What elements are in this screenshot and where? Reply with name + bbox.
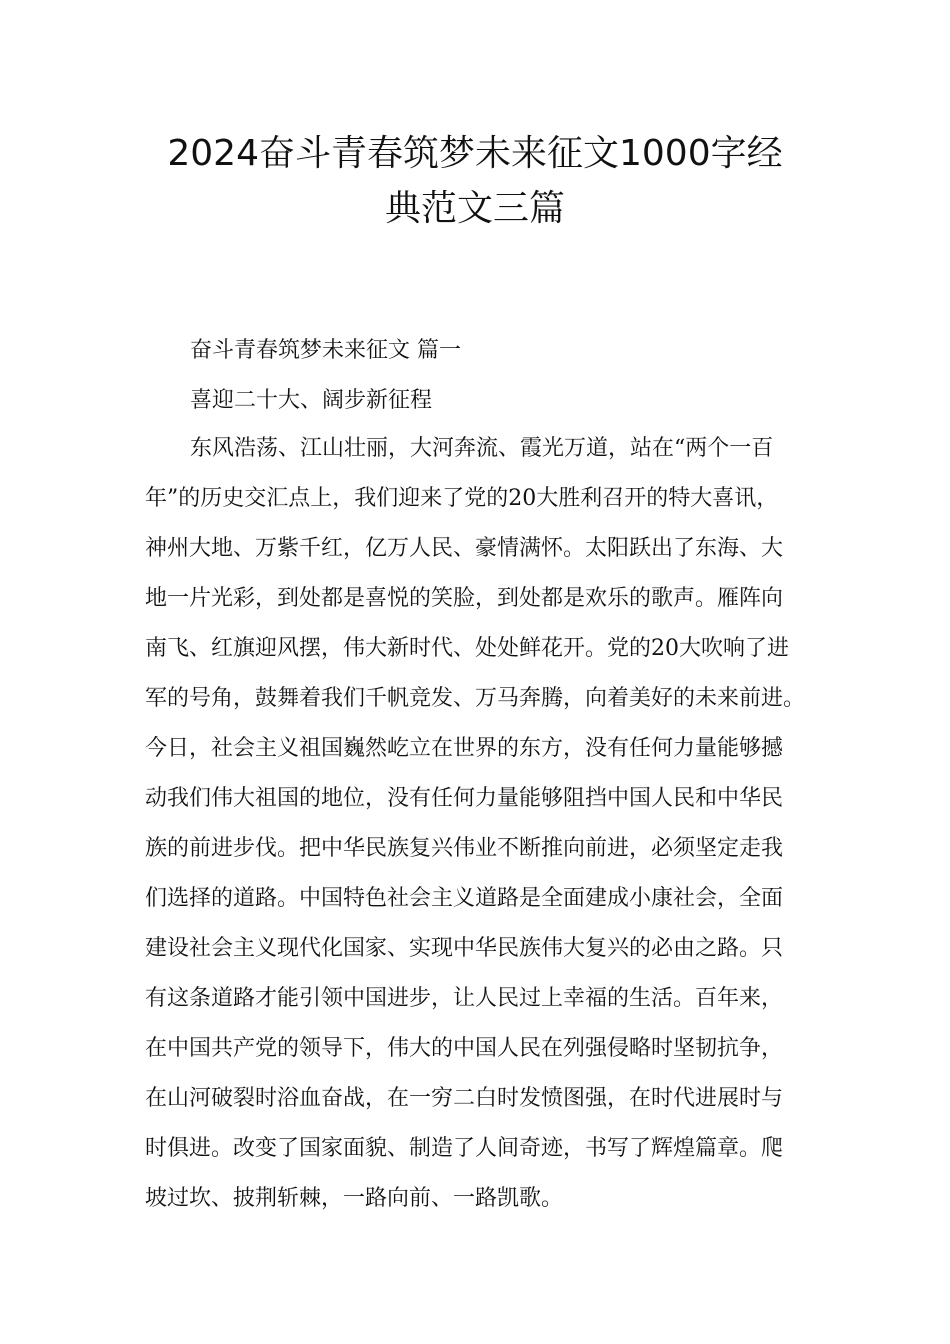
body-line: 今日，社会主义祖国巍然屹立在世界的东方，没有任何力量能够撼 <box>145 736 784 761</box>
body-line: 们选择的道路。中国特色社会主义道路是全面建成小康社会，全面 <box>145 886 784 911</box>
body-line: 时俱进。改变了国家面貌、制造了人间奇迹，书写了辉煌篇章。爬 <box>145 1136 784 1161</box>
body-line: 族的前进步伐。把中华民族复兴伟业不断推向前进，必须坚定走我 <box>145 836 784 861</box>
body-paragraph <box>145 434 815 1234</box>
body-line: 有这条道路才能引领中国进步，让人民过上幸福的生活。百年来， <box>145 986 784 1011</box>
title-line-1: 2024奋斗青春筑梦未来征文1000字经 <box>167 133 783 174</box>
essay-subtitle: 喜迎二十大、阔步新征程 <box>190 388 433 413</box>
body-line: 军的号角，鼓舞着我们千帆竞发、万马奔腾，向着美好的未来前进。 <box>145 686 806 711</box>
body-line: 在山河破裂时浴血奋战，在一穷二白时发愤图强，在时代进展时与 <box>145 1086 784 1111</box>
body-line: 地一片光彩，到处都是喜悦的笑脸，到处都是欢乐的歌声。雁阵向 <box>145 586 784 611</box>
body-line: 年”的历史交汇点上，我们迎来了党的20大胜利召开的特大喜讯， <box>145 486 779 511</box>
body-line: 建设社会主义现代化国家、实现中华民族伟大复兴的必由之路。只 <box>145 936 784 961</box>
body-line: 南飞、红旗迎风摆，伟大新时代、处处鲜花开。党的20大吹响了进 <box>145 636 789 661</box>
body-line: 在中国共产党的领导下，伟大的中国人民在列强侵略时坚韧抗争， <box>145 1036 784 1061</box>
title-line-2: 典范文三篇 <box>384 188 565 229</box>
body-line: 东风浩荡、江山壮丽，大河奔流、霞光万道，站在“两个一百 <box>190 436 774 461</box>
page-title <box>100 126 850 236</box>
body-line: 动我们伟大祖国的地位，没有任何力量能够阻挡中国人民和中华民 <box>145 786 784 811</box>
section-heading: 奋斗青春筑梦未来征文 篇一 <box>190 338 461 363</box>
body-line: 坡过坎、披荆斩棘，一路向前、一路凯歌。 <box>145 1186 564 1211</box>
body-line: 神州大地、万紫千红，亿万人民、豪情满怀。太阳跃出了东海、大 <box>145 536 784 561</box>
